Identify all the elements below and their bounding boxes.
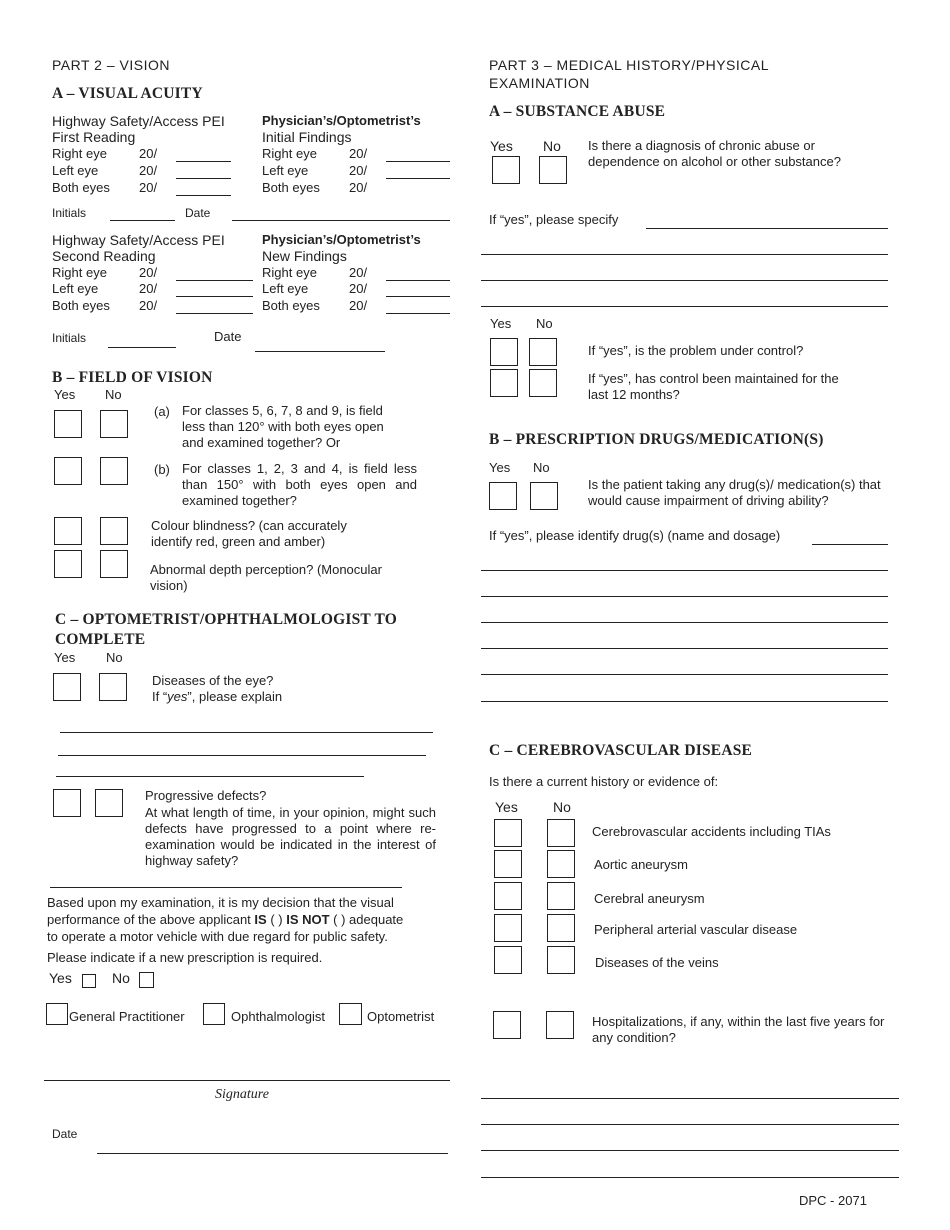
- specify-field[interactable]: [646, 228, 888, 229]
- part3-title-line2: EXAMINATION: [489, 75, 590, 91]
- substance-abuse-heading: A – SUBSTANCE ABUSE: [489, 103, 666, 120]
- identify-pre: If “yes”, please identify drug(s): [489, 528, 664, 543]
- right-eye-new-field[interactable]: [386, 280, 450, 281]
- hospital-line-4[interactable]: [481, 1177, 899, 1178]
- visual-acuity-heading: A – VISUAL ACUITY: [52, 85, 203, 102]
- substance-question: Is there a diagnosis of chronic abuse or dependence on alcohol or other substance?: [588, 138, 841, 169]
- no-column-label: No: [533, 460, 550, 475]
- control-question: If “yes”, is the problem under control?: [588, 343, 804, 358]
- cerebral-label: Cerebral aneurysm: [594, 891, 705, 906]
- cerebral-no-checkbox[interactable]: [547, 882, 575, 910]
- explain-text: [152, 690, 282, 703]
- maintained-yes-checkbox[interactable]: [490, 369, 518, 397]
- identify-label: [489, 529, 780, 542]
- fraction-label: 20/: [139, 298, 158, 313]
- cva-no-checkbox[interactable]: [547, 819, 575, 847]
- both-eyes-new-field[interactable]: [386, 313, 450, 314]
- hospital-question: Hospitalizations, if any, within the last five years for any condition?: [592, 1014, 885, 1045]
- right-eye-label: Right eye: [52, 265, 107, 280]
- optometrist-label: Optometrist: [367, 1009, 435, 1024]
- explain-pre: If “: [152, 689, 168, 704]
- aortic-label: Aortic aneurysm: [594, 857, 688, 872]
- drugs-yes-checkbox[interactable]: [489, 482, 517, 510]
- gp-checkbox[interactable]: [46, 1003, 68, 1025]
- left-eye-label: Left eye: [52, 163, 99, 178]
- fraction-label: 20/: [349, 180, 368, 195]
- initials-first-field[interactable]: [110, 220, 175, 221]
- new-findings-head1: Physician’s/Optometrist’s: [262, 232, 421, 247]
- left-eye-first-field[interactable]: [176, 178, 231, 179]
- cerebral-yes-checkbox[interactable]: [494, 882, 522, 910]
- decision-line2-pre: performance of the above applicant: [47, 912, 255, 927]
- left-eye-label: Left eye: [52, 281, 99, 296]
- substance-yes-checkbox[interactable]: [492, 156, 520, 184]
- prescription-no-label: No: [112, 970, 130, 986]
- both-eyes-second-field[interactable]: [176, 313, 253, 314]
- date-second-field[interactable]: [255, 351, 385, 352]
- optometrist-heading-line2: COMPLETE: [55, 631, 146, 648]
- both-eyes-label: Both eyes: [52, 298, 110, 313]
- peripheral-label: Peripheral arterial vascular disease: [594, 922, 798, 937]
- first-reading-head2: First Reading: [52, 129, 136, 145]
- left-eye-label: Left eye: [262, 281, 309, 296]
- item-a-label: (a): [154, 404, 170, 419]
- eye-diseases-yes-checkbox[interactable]: [53, 673, 81, 701]
- field-b-no-checkbox[interactable]: [100, 457, 128, 485]
- progressive-no-checkbox[interactable]: [95, 789, 123, 817]
- prescription-no-checkbox[interactable]: [139, 972, 154, 988]
- progressive-text: At what length of time, in your opinion, might such defects have progressed to a point where re-examination would be indicated in the interest of highway safety?: [145, 805, 436, 868]
- colour-yes-checkbox[interactable]: [54, 517, 82, 545]
- hospital-line-1[interactable]: [481, 1098, 899, 1099]
- is-not-label: IS NOT: [286, 912, 330, 927]
- is-field[interactable]: ( ): [266, 912, 287, 927]
- decision-line1: Based upon my examination, it is my decision that the visual: [47, 895, 394, 910]
- fraction-label: 20/: [349, 265, 368, 280]
- yes-column-label: Yes: [495, 799, 518, 815]
- left-eye-label: Left eye: [262, 163, 309, 178]
- peripheral-yes-checkbox[interactable]: [494, 914, 522, 942]
- right-eye-label: Right eye: [262, 146, 317, 161]
- second-reading-head2: Second Reading: [52, 248, 156, 264]
- depth-perception-text: Abnormal depth perception? (Monocular vision): [150, 562, 382, 593]
- identify-line-7[interactable]: [481, 701, 888, 702]
- hospital-line-3[interactable]: [481, 1150, 899, 1151]
- control-no-checkbox[interactable]: [529, 338, 557, 366]
- signature-date-line[interactable]: [97, 1153, 448, 1154]
- fraction-label: 20/: [139, 146, 158, 161]
- right-eye-label: Right eye: [52, 146, 107, 161]
- aortic-no-checkbox[interactable]: [547, 850, 575, 878]
- no-column-label: No: [553, 799, 571, 815]
- initials-second-field[interactable]: [108, 347, 176, 348]
- form-code: DPC - 2071: [799, 1193, 867, 1208]
- identify-line-5[interactable]: [481, 648, 888, 649]
- eye-diseases-no-checkbox[interactable]: [99, 673, 127, 701]
- specify-line-3[interactable]: [481, 280, 888, 281]
- cva-yes-checkbox[interactable]: [494, 819, 522, 847]
- left-eye-second-field[interactable]: [176, 296, 253, 297]
- both-eyes-first-field[interactable]: [176, 195, 231, 196]
- signature-date-label: Date: [52, 1127, 78, 1141]
- left-eye-new-field[interactable]: [386, 296, 450, 297]
- no-column-label: No: [106, 650, 123, 665]
- decision-line3: to operate a motor vehicle with due regard for public safety.: [47, 929, 388, 944]
- signature-line[interactable]: [44, 1080, 450, 1081]
- date-label: Date: [214, 329, 242, 344]
- signature-label: Signature: [215, 1087, 269, 1102]
- fraction-label: 20/: [349, 281, 368, 296]
- fraction-label: 20/: [349, 146, 368, 161]
- is-label: IS: [254, 912, 267, 927]
- drugs-question: Is the patient taking any drug(s)/ medication(s) that would cause impairment of driving ability?: [588, 477, 881, 508]
- initials-label: Initials: [52, 206, 87, 220]
- identify-field[interactable]: [812, 544, 888, 545]
- eye-diseases-text: Diseases of the eye?: [152, 673, 274, 688]
- ophthalmologist-checkbox[interactable]: [203, 1003, 225, 1025]
- no-column-label: No: [543, 138, 561, 154]
- left-eye-initial-field[interactable]: [386, 178, 450, 179]
- yes-column-label: Yes: [54, 387, 76, 402]
- ophthalmologist-label: Ophthalmologist: [231, 1009, 325, 1024]
- cva-label: Cerebrovascular accidents including TIAs: [592, 824, 831, 839]
- item-b-text: For classes 1, 2, 3 and 4, is field less than 150° with both eyes open and examined together?: [182, 461, 417, 508]
- identify-line-2[interactable]: [481, 570, 888, 571]
- no-column-label: No: [105, 387, 122, 402]
- decision-line2: [47, 913, 403, 926]
- optometrist-heading-line1: C – OPTOMETRIST/OPHTHALMOLOGIST TO: [55, 611, 397, 628]
- control-yes-checkbox[interactable]: [490, 338, 518, 366]
- identify-post: (name and dosage): [663, 528, 781, 543]
- yes-column-label: Yes: [490, 138, 513, 154]
- colour-blindness-text: Colour blindness? (can accurately identify red, green and amber): [151, 518, 347, 549]
- prescription-yes-checkbox[interactable]: [82, 974, 96, 988]
- date-first-field[interactable]: [232, 220, 450, 221]
- fraction-label: 20/: [139, 180, 158, 195]
- item-b-label: (b): [154, 462, 170, 477]
- part3-title-line1: PART 3 – MEDICAL HISTORY/PHYSICAL: [489, 57, 769, 73]
- specify-label: If “yes”, please specify: [489, 212, 619, 227]
- part2-title: PART 2 – VISION: [52, 57, 170, 73]
- fraction-label: 20/: [349, 298, 368, 313]
- no-column-label: No: [536, 316, 553, 331]
- drugs-no-checkbox[interactable]: [530, 482, 558, 510]
- prescription-yes-label: Yes: [49, 970, 72, 986]
- field-of-vision-heading: B – FIELD OF VISION: [52, 369, 213, 386]
- identify-line-4[interactable]: [481, 622, 888, 623]
- field-a-no-checkbox[interactable]: [100, 410, 128, 438]
- initial-findings-head2: Initial Findings: [262, 129, 352, 145]
- maintained-question: If “yes”, has control been maintained for the last 12 months?: [588, 371, 839, 402]
- explain-yes: yes: [167, 689, 188, 704]
- right-eye-second-field[interactable]: [176, 280, 253, 281]
- cerebrovascular-heading: C – CEREBROVASCULAR DISEASE: [489, 742, 753, 759]
- yes-column-label: Yes: [54, 650, 76, 665]
- both-eyes-label: Both eyes: [262, 180, 320, 195]
- right-eye-label: Right eye: [262, 265, 317, 280]
- peripheral-no-checkbox[interactable]: [547, 914, 575, 942]
- explain-line-2[interactable]: [58, 755, 426, 756]
- initial-findings-head1: Physician’s/Optometrist’s: [262, 113, 421, 128]
- aortic-yes-checkbox[interactable]: [494, 850, 522, 878]
- field-a-yes-checkbox[interactable]: [54, 410, 82, 438]
- initials-label: Initials: [52, 331, 87, 345]
- veins-no-checkbox[interactable]: [547, 946, 575, 974]
- depth-no-checkbox[interactable]: [100, 550, 128, 578]
- new-findings-head2: New Findings: [262, 248, 347, 264]
- hospital-no-checkbox[interactable]: [546, 1011, 574, 1039]
- identify-line-3[interactable]: [481, 596, 888, 597]
- progressive-yes-checkbox[interactable]: [53, 789, 81, 817]
- specify-line-4[interactable]: [481, 306, 888, 307]
- depth-yes-checkbox[interactable]: [54, 550, 82, 578]
- fraction-label: 20/: [139, 281, 158, 296]
- explain-line-1[interactable]: [60, 732, 433, 733]
- veins-label: Diseases of the veins: [595, 955, 719, 970]
- gp-label: General Practitioner: [69, 1009, 185, 1024]
- fraction-label: 20/: [139, 163, 158, 178]
- right-eye-first-field[interactable]: [176, 161, 231, 162]
- cerebrovascular-intro: Is there a current history or evidence of:: [489, 774, 719, 789]
- date-label: Date: [185, 206, 211, 220]
- identify-line-6[interactable]: [481, 674, 888, 675]
- specify-line-2[interactable]: [481, 254, 888, 255]
- progressive-answer-line[interactable]: [50, 887, 402, 888]
- item-a-text: For classes 5, 6, 7, 8 and 9, is field less than 120° with both eyes open and examined together? Or: [182, 403, 384, 450]
- prescription-drugs-heading: B – PRESCRIPTION DRUGS/MEDICATION(S): [489, 431, 824, 448]
- hospital-line-2[interactable]: [481, 1124, 899, 1125]
- maintained-no-checkbox[interactable]: [529, 369, 557, 397]
- yes-column-label: Yes: [490, 316, 512, 331]
- right-eye-initial-field[interactable]: [386, 161, 450, 162]
- optometrist-checkbox[interactable]: [339, 1003, 362, 1025]
- first-reading-head1: Highway Safety/Access PEI: [52, 113, 225, 129]
- explain-line-3[interactable]: [56, 776, 364, 777]
- substance-no-checkbox[interactable]: [539, 156, 567, 184]
- veins-yes-checkbox[interactable]: [494, 946, 522, 974]
- explain-post: ”, please explain: [187, 689, 283, 704]
- fraction-label: 20/: [139, 265, 158, 280]
- field-b-yes-checkbox[interactable]: [54, 457, 82, 485]
- progressive-title: Progressive defects?: [145, 788, 267, 803]
- second-reading-head1: Highway Safety/Access PEI: [52, 232, 225, 248]
- hospital-yes-checkbox[interactable]: [493, 1011, 521, 1039]
- both-eyes-label: Both eyes: [52, 180, 110, 195]
- is-not-field[interactable]: ( ) adequate: [329, 912, 404, 927]
- both-eyes-label: Both eyes: [262, 298, 320, 313]
- fraction-label: 20/: [349, 163, 368, 178]
- yes-column-label: Yes: [489, 460, 511, 475]
- colour-no-checkbox[interactable]: [100, 517, 128, 545]
- prescription-question: Please indicate if a new prescription is required.: [47, 950, 323, 965]
